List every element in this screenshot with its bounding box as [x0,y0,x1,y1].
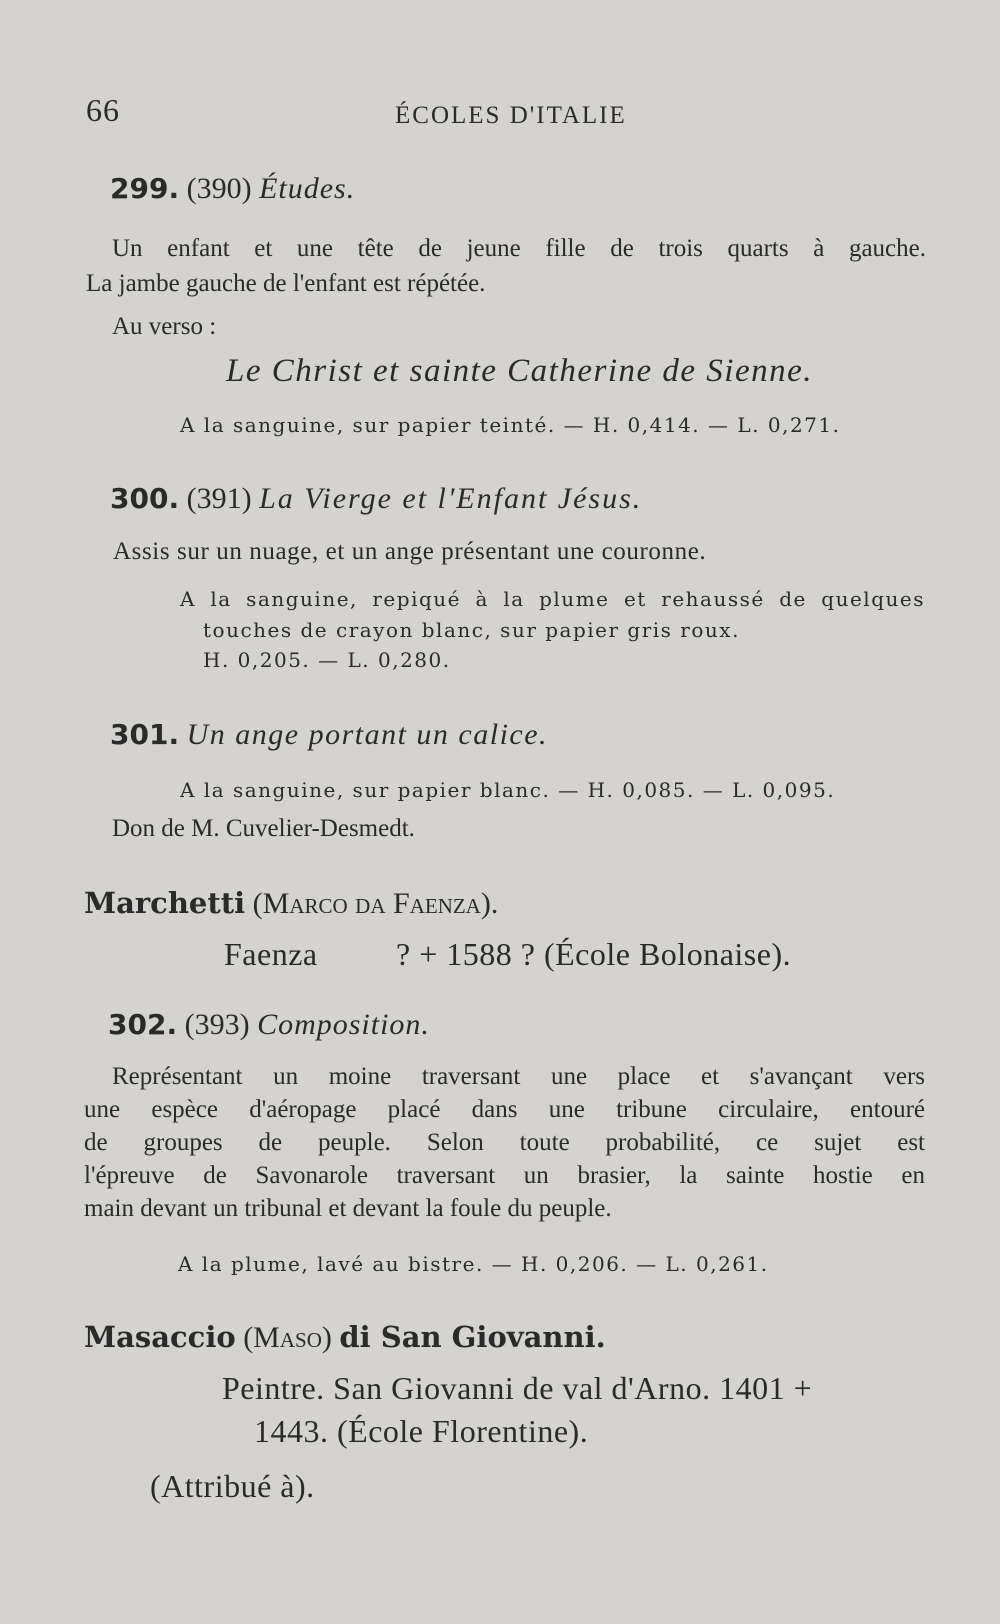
entry-301-heading [110,718,548,752]
page-number: 66 [86,92,120,128]
entry-299-line: Un enfant et une tête de jeune fille de trois quarts à gauche. [112,235,926,262]
entry-302-technique: A la plume, lavé au bistre. — H. 0,206. — L. 0,261. [178,1252,769,1276]
entry-number: 300. [110,482,180,515]
entry-302-heading [108,1008,430,1042]
entry-299-technique: A la sanguine, sur papier teinté. — H. 0,414. — L. 0,271. [180,413,841,437]
artist-masaccio-line: Peintre. San Giovanni de val d'Arno. 1401 + [222,1370,813,1406]
attribution-note: (Attribué à). [150,1468,315,1504]
artist-masaccio-line: 1443. (École Florentine). [254,1413,589,1449]
artist-masaccio-heading [84,1320,606,1355]
entry-300-heading [110,482,642,516]
verso-label: Au verso : [112,313,217,340]
entry-number: 302. [108,1008,178,1041]
entry-ref: (393) [184,1008,250,1041]
entry-title: Composition. [257,1008,430,1041]
entry-title: Études. [259,172,356,205]
entry-ref: (390) [186,172,252,205]
running-title: ÉCOLES D'ITALIE [395,102,627,129]
verso-title-text: Le Christ et sainte Catherine de Sienne. [226,353,814,389]
verso-title [226,353,813,390]
entry-title: La Vierge et l'Enfant Jésus. [259,482,643,515]
entry-301-technique: A la sanguine, sur papier blanc. — H. 0,085. — L. 0,095. [180,778,836,802]
entry-title: Un ange portant un calice. [186,718,549,751]
entry-300-line: Assis sur un nuage, et un ange présentant une couronne. [113,538,707,565]
entry-302-line: Représentant un moine traversant une place et s'avançant vers [112,1063,925,1090]
artist-origin: Faenza [224,936,318,972]
artist-alias: (Marco da Faenza). [252,887,499,920]
entry-300-technique-line: touches de crayon blanc, sur papier gris roux. [203,618,740,642]
entry-number: 301. [110,718,180,751]
artist-name: Marchetti [84,886,246,920]
entry-302-line: l'épreuve de Savonarole traversant un brasier, la sainte hostie en [84,1162,925,1189]
entry-302-line: de groupes de peuple. Selon toute probabilité, ce sujet est [84,1129,925,1156]
artist-alias: (Maso) [243,1321,332,1354]
entry-302-line: une espèce d'aéropage placé dans une tribune circulaire, entouré [84,1096,925,1123]
artist-name: Masaccio [84,1320,236,1354]
artist-name-rest: di San Giovanni. [339,1320,606,1354]
entry-ref: (391) [186,482,252,515]
entry-302-line: main devant un tribunal et devant la foule du peuple. [84,1195,612,1222]
entry-299-line: La jambe gauche de l'enfant est répétée. [86,270,486,297]
entry-301-provenance: Don de M. Cuvelier-Desmedt. [112,815,415,842]
entry-299-heading [110,172,355,206]
entry-number: 299. [110,172,180,205]
entry-300-technique-line: A la sanguine, repiqué à la plume et rehaussé de quelques [180,587,925,611]
artist-dates-school: ? + 1588 ? (École Bolonaise). [396,936,792,972]
artist-marchetti-heading [84,886,498,921]
entry-300-dimensions: H. 0,205. — L. 0,280. [203,648,451,672]
